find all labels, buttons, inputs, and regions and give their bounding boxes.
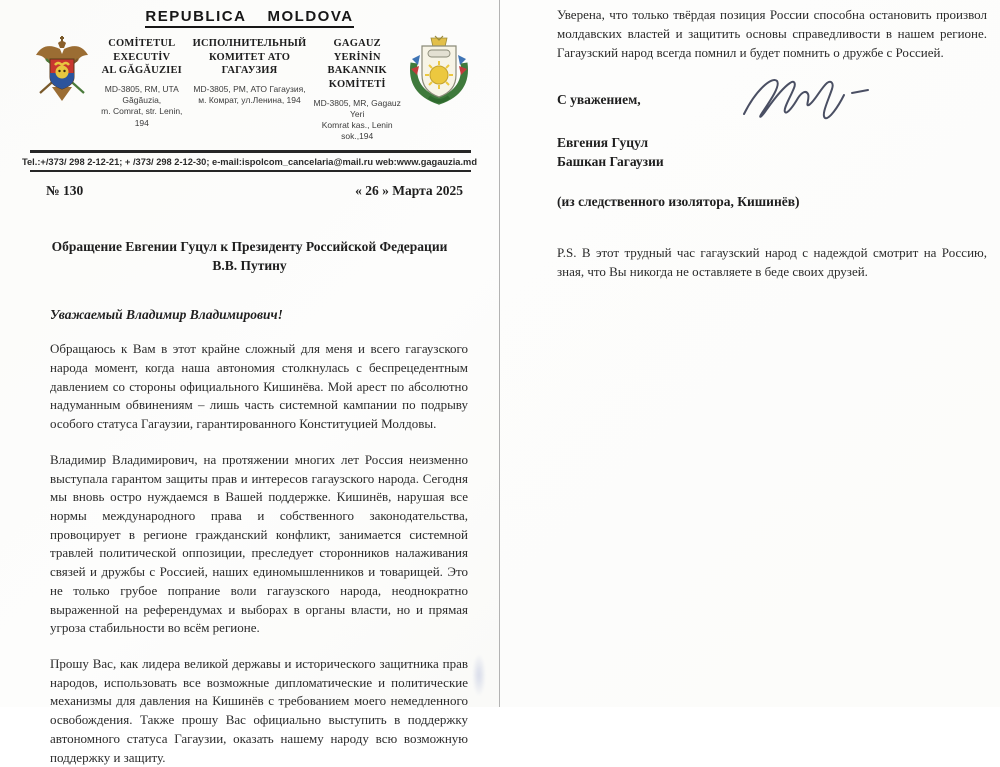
org-address-ro: MD-3805, RM, UTA Găgăuzia, m. Comrat, str. Lenin, 194: [101, 83, 183, 128]
letterhead-row: [0, 35, 499, 142]
letter-page-1: [0, 0, 499, 765]
org-title-ro: COMİTETUL EXECUTİV AL GĂGĂUZIEI: [101, 38, 182, 77]
salutation: Уважаемый Владимир Владимирович!: [50, 307, 283, 323]
signer-name: Евгения Гуцул: [557, 134, 649, 150]
letterhead-column-russian: [190, 35, 310, 142]
org-address-ru: MD-3805, PM, АТО Гагаузия, м. Комрат, ул.Ленина, 194: [193, 83, 306, 106]
postscript: P.S. В этот трудный час гагаузский народ с надеждой смотрит на Россию, зная, что Вы никогда не оставляете в беде своих друзей.: [557, 244, 987, 279]
letterhead-country-title: REPUBLICA MOLDOVA: [145, 8, 353, 28]
reference-date: « 26 » Марта 2025: [355, 183, 463, 199]
contact-line: Tel.:+/373/ 298 2-12-21; + /373/ 298 2-12-30; e-mail:ispolcom_cancelaria@mail.ru web:www.gagauzia.md: [22, 157, 477, 168]
letter-page-2: [500, 0, 1000, 707]
closing-line: С уважением,: [557, 91, 641, 107]
page2-paragraph: Уверена, что только твёрдая позиция России способна остановить произвол молдавских властей и защитить основы справедливости в нашем регионе. Гагаузский народ всегда помнил и будет помнить о дружбе с Россией.: [557, 7, 987, 60]
org-title-gag: GAGAUZ YERİNİN BAKANNIK KOMİTETİ: [327, 38, 387, 90]
letter-paragraph-1: Обращаюсь к Вам в этот крайне сложный для меня и всего гагаузского народа момент, когда наша автономия столкнулась с беспрецедентным давлением со стороны официального Кишинёва. Мой арест по абсолютно надуманным обвинениям – лишь часть системной кампании по подрыву особого статуса Гагаузии, гарантированного Конституцией Молдовы.: [50, 341, 468, 432]
moldova-coat-of-arms-icon: [30, 35, 94, 112]
letter-title-line2: В.В. Путину: [212, 258, 287, 274]
letter-title: [0, 238, 499, 276]
org-title-ru: ИСПОЛНИТЕЛЬНЫЙ КОМИТЕТ АТО ГАГАУЗИЯ: [192, 38, 307, 77]
reference-number: № 130: [46, 183, 84, 199]
letter-title-line1: Обращение Евгении Гуцул к Президенту Российской Федерации: [51, 239, 448, 255]
letterhead: [0, 0, 499, 28]
location-note: (из следственного изолятора, Кишинёв): [557, 193, 800, 209]
letter-paragraph-2: Владимир Владимирович, на протяжении многих лет Россия неизменно выступала гарантом защиты прав и интересов гагаузского народа. Сегодня мы вновь остро нуждаемся в Вашей поддержке. Кишинёв, нарушая все нормы международного права и собственного законодательства, провоцирует в регионе гражданский конфликт, занимается системной травлей политической оппозиции, преследует сторонников налаживания связей и дружбы с Россией, наших единомышленников и товарищей. Это не только грубое попрание воли гагаузского народа, неоднократно выраженной на референдумах и выборах в органы власти, но и прямая угроза стабильности во всём регионе.: [50, 451, 468, 636]
faint-stamp-mark: [472, 653, 486, 697]
gagauzia-coat-of-arms-icon: [405, 35, 473, 112]
org-address-gag: MD-3805, MR, Gagauz Yeri Komrat kas., Lenin sok.,194: [313, 97, 401, 142]
letterhead-columns: [94, 35, 405, 142]
signer-title: Башкан Гагаузии: [557, 153, 664, 169]
letter-paragraph-3: Прошу Вас, как лидера великой державы и исторического защитника прав народов, использовать все возможные дипломатические и политические механизмы для давления на Кишинёв с требованием моего немедленного освобождения. Также прошу Вас официально выступить в поддержку автономного статуса Гагаузии, оказать нашему народу всю возможную поддержку и защиту.: [50, 656, 468, 765]
letterhead-column-gagauz: [309, 35, 405, 142]
reference-row: [0, 172, 499, 199]
letterhead-column-romanian: [94, 35, 190, 142]
handwritten-signature: [732, 70, 887, 128]
page-2-content: [500, 0, 1000, 700]
